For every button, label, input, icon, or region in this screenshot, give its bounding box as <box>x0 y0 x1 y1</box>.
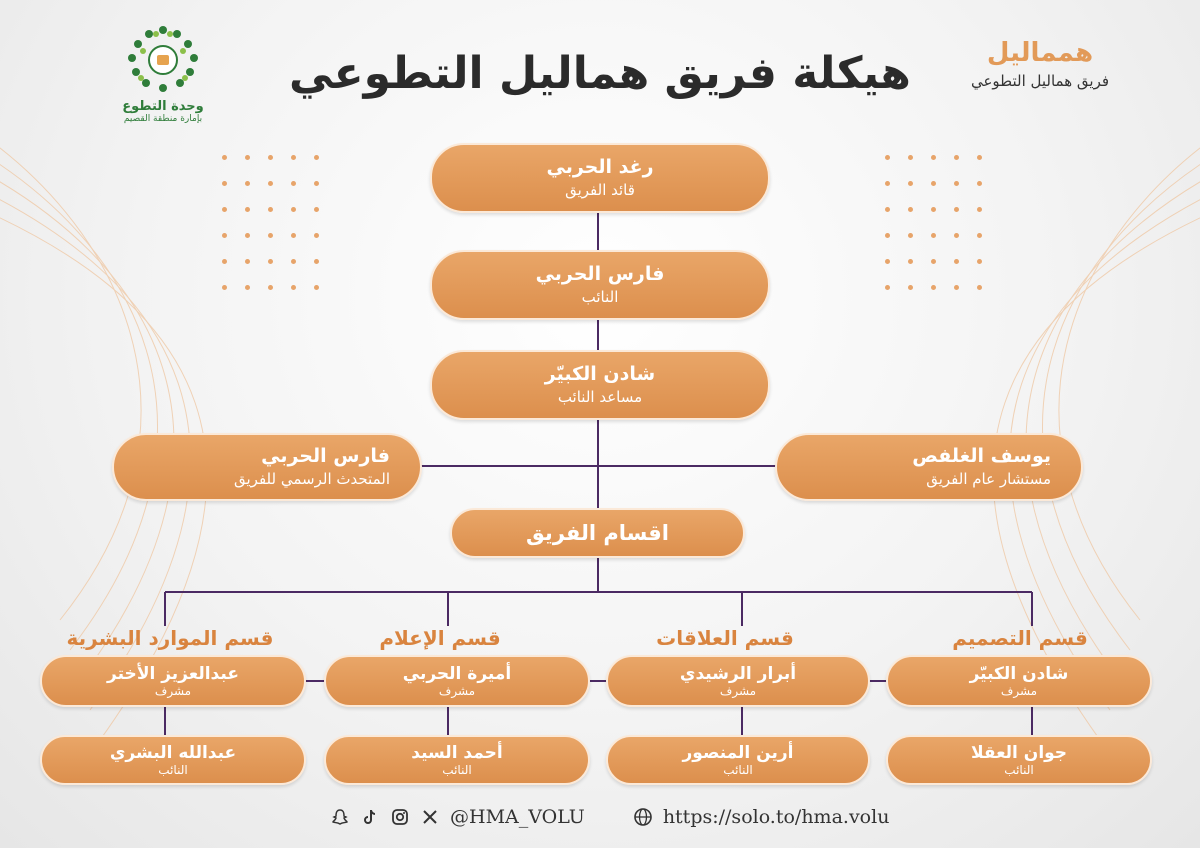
team-leader-box <box>430 143 770 213</box>
spokesperson-name: فارس الحربي <box>261 445 390 467</box>
x-icon[interactable] <box>420 807 440 827</box>
dept-design-title: قسم التصميم <box>952 626 1088 650</box>
dept-relations-deputy-name: أرين المنصور <box>682 742 794 763</box>
advisor-role: مستشار عام الفريق <box>926 469 1051 488</box>
assistant-deputy-name: شادن الكبيّر <box>544 363 656 385</box>
departments-label-box <box>450 508 745 558</box>
globe-icon <box>633 807 653 827</box>
footer <box>330 806 890 828</box>
dept-relations-supervisor-name: أبرار الرشيدي <box>679 663 797 684</box>
dept-design-deputy-box <box>886 735 1152 785</box>
dept-hr-supervisor-box <box>40 655 306 707</box>
dept-media-deputy-name: أحمد السيد <box>411 742 503 763</box>
volunteer-unit-logo <box>108 22 218 132</box>
dept-design-deputy-role: النائب <box>1004 763 1034 778</box>
dept-design-deputy-name: جوان العقلا <box>970 742 1068 763</box>
dept-relations-title: قسم العلاقات <box>656 626 794 650</box>
dept-media-supervisor-name: أميرة الحربي <box>402 663 512 684</box>
team-leader-role: قائد الفريق <box>565 180 635 199</box>
departments-label: اقسام الفريق <box>526 520 669 545</box>
unit-logo-subtitle: بإمارة منطقة القصيم <box>123 114 203 125</box>
team-logo-subtitle: فريق هماليل التطوعي <box>970 72 1110 90</box>
page-title: هيكلة فريق هماليل التطوعي <box>289 48 911 99</box>
team-logo-mark: همماليل <box>986 38 1094 68</box>
dept-relations-supervisor-box <box>606 655 870 707</box>
deputy-name: فارس الحربي <box>535 263 665 285</box>
dept-media-title: قسم الإعلام <box>379 626 501 650</box>
dept-media-supervisor-box <box>324 655 590 707</box>
dept-media-deputy-role: النائب <box>442 763 472 778</box>
snapchat-icon[interactable] <box>330 807 350 827</box>
dept-hr-supervisor-role: مشرف <box>154 684 192 699</box>
dept-media-supervisor-role: مشرف <box>438 684 476 699</box>
dept-hr-deputy-box <box>40 735 306 785</box>
team-leader-name: رغد الحربي <box>546 156 654 178</box>
deputy-box <box>430 250 770 320</box>
social-handle[interactable]: @HMA_VOLU <box>450 806 585 828</box>
advisor-name: يوسف الغلفص <box>912 445 1051 467</box>
team-logo <box>955 40 1125 90</box>
deputy-role: النائب <box>581 287 619 306</box>
instagram-icon[interactable] <box>390 807 410 827</box>
dept-relations-supervisor-role: مشرف <box>719 684 757 699</box>
volunteer-wreath-icon <box>123 22 203 96</box>
dept-hr-supervisor-name: عبدالعزيز الأختر <box>107 663 239 684</box>
spokesperson-box <box>112 433 422 501</box>
dept-relations-deputy-role: النائب <box>723 763 753 778</box>
dept-hr-deputy-name: عبدالله البشري <box>109 742 237 763</box>
dept-design-supervisor-role: مشرف <box>1000 684 1038 699</box>
dept-hr-deputy-role: النائب <box>158 763 188 778</box>
spokesperson-role: المتحدث الرسمي للفريق <box>234 469 390 488</box>
website-link[interactable]: https://solo.to/hma.volu <box>662 806 890 828</box>
dept-hr-title: قسم الموارد البشرية <box>66 626 274 650</box>
tiktok-icon[interactable] <box>360 807 380 827</box>
dept-design-supervisor-name: شادن الكبيّر <box>969 663 1069 684</box>
dept-media-deputy-box <box>324 735 590 785</box>
advisor-box <box>775 433 1083 501</box>
dept-design-supervisor-box <box>886 655 1152 707</box>
dept-relations-deputy-box <box>606 735 870 785</box>
assistant-deputy-role: مساعد النائب <box>557 387 643 406</box>
unit-logo-name: وحدة التطوع <box>122 99 204 114</box>
assistant-deputy-box <box>430 350 770 420</box>
